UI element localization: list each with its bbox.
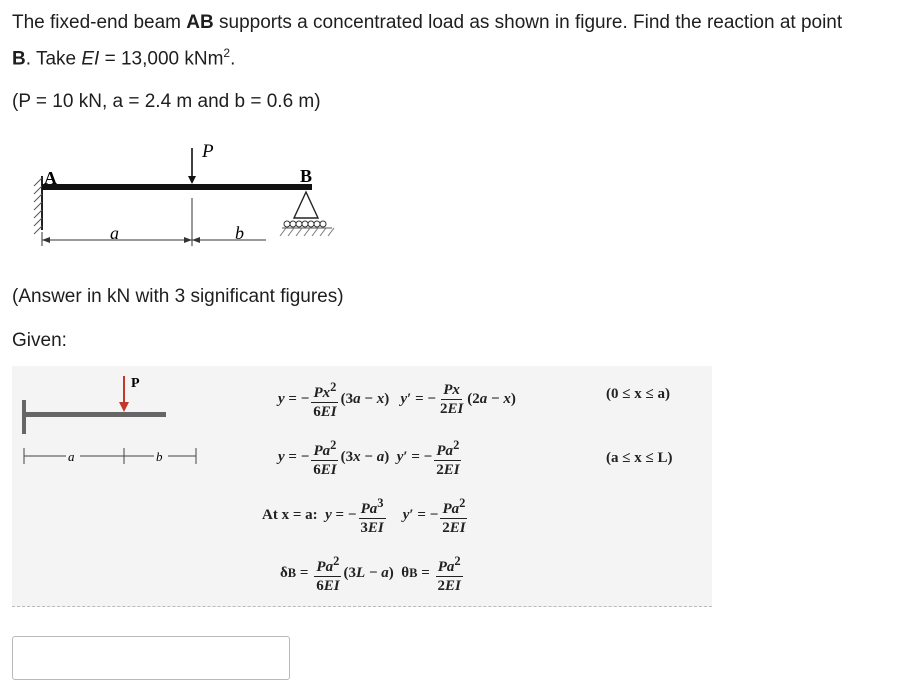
given-label-b: b	[156, 449, 163, 464]
label-A: A	[44, 168, 57, 188]
question-line-2: B. Take EI = 13,000 kNm$^2$.	[12, 46, 236, 70]
beam-label: AB	[186, 12, 214, 33]
beam-diagram	[20, 138, 350, 256]
formula-row-1: y = − $\frac{Px^2}{6EI}$ (3 a − x ) y ′ = − $\frac{Px}{2EI}$ (2 a − x )	[278, 380, 516, 420]
formula-row-4: δ B = $\frac{Pa^2}{6EI}$ (3 L − a ) θ B = $\frac{Pa^2}{2EI}$	[280, 554, 461, 594]
beam-diagram-svg	[20, 138, 350, 256]
given-panel	[12, 366, 712, 607]
point-label: B	[12, 48, 26, 70]
range-row-2: (a ≤ x ≤ L)	[606, 450, 673, 466]
beam	[42, 184, 312, 190]
label-P: P	[202, 141, 214, 162]
range-row-1: (0 ≤ x ≤ a)	[606, 386, 670, 402]
label-B: B	[300, 166, 313, 186]
pin-support	[294, 192, 318, 218]
rollers	[284, 221, 326, 227]
question-params: (P = 10 kN, a = 2.4 m and b = 0.6 m)	[12, 91, 321, 112]
answer-input[interactable]	[12, 636, 290, 680]
cantilever-diagram	[16, 370, 206, 480]
answer-note: (Answer in kN with 3 significant figures)	[12, 286, 344, 307]
given-label-P: P	[131, 376, 140, 391]
formula-row-3: At x = a: y = − $\frac{Pa^3}{3EI}$ y ′ = − $\frac{Pa^2}{2EI}$	[262, 496, 466, 536]
cantilever-beam	[26, 412, 166, 417]
wall-hatch	[34, 178, 42, 234]
formula-row-2: y = − $\frac{Pa^2}{6EI}$ (3 x − a ) y ′ = − $\frac{Pa^2}{2EI}$	[278, 438, 460, 478]
question-line-1: The fixed-end beam AB supports a concentrated load as shown in figure. Find the reaction at point	[12, 12, 843, 33]
given-label: Given:	[12, 330, 67, 351]
label-a: a	[110, 223, 119, 243]
label-b: b	[235, 223, 244, 243]
given-label-a: a	[68, 449, 75, 464]
